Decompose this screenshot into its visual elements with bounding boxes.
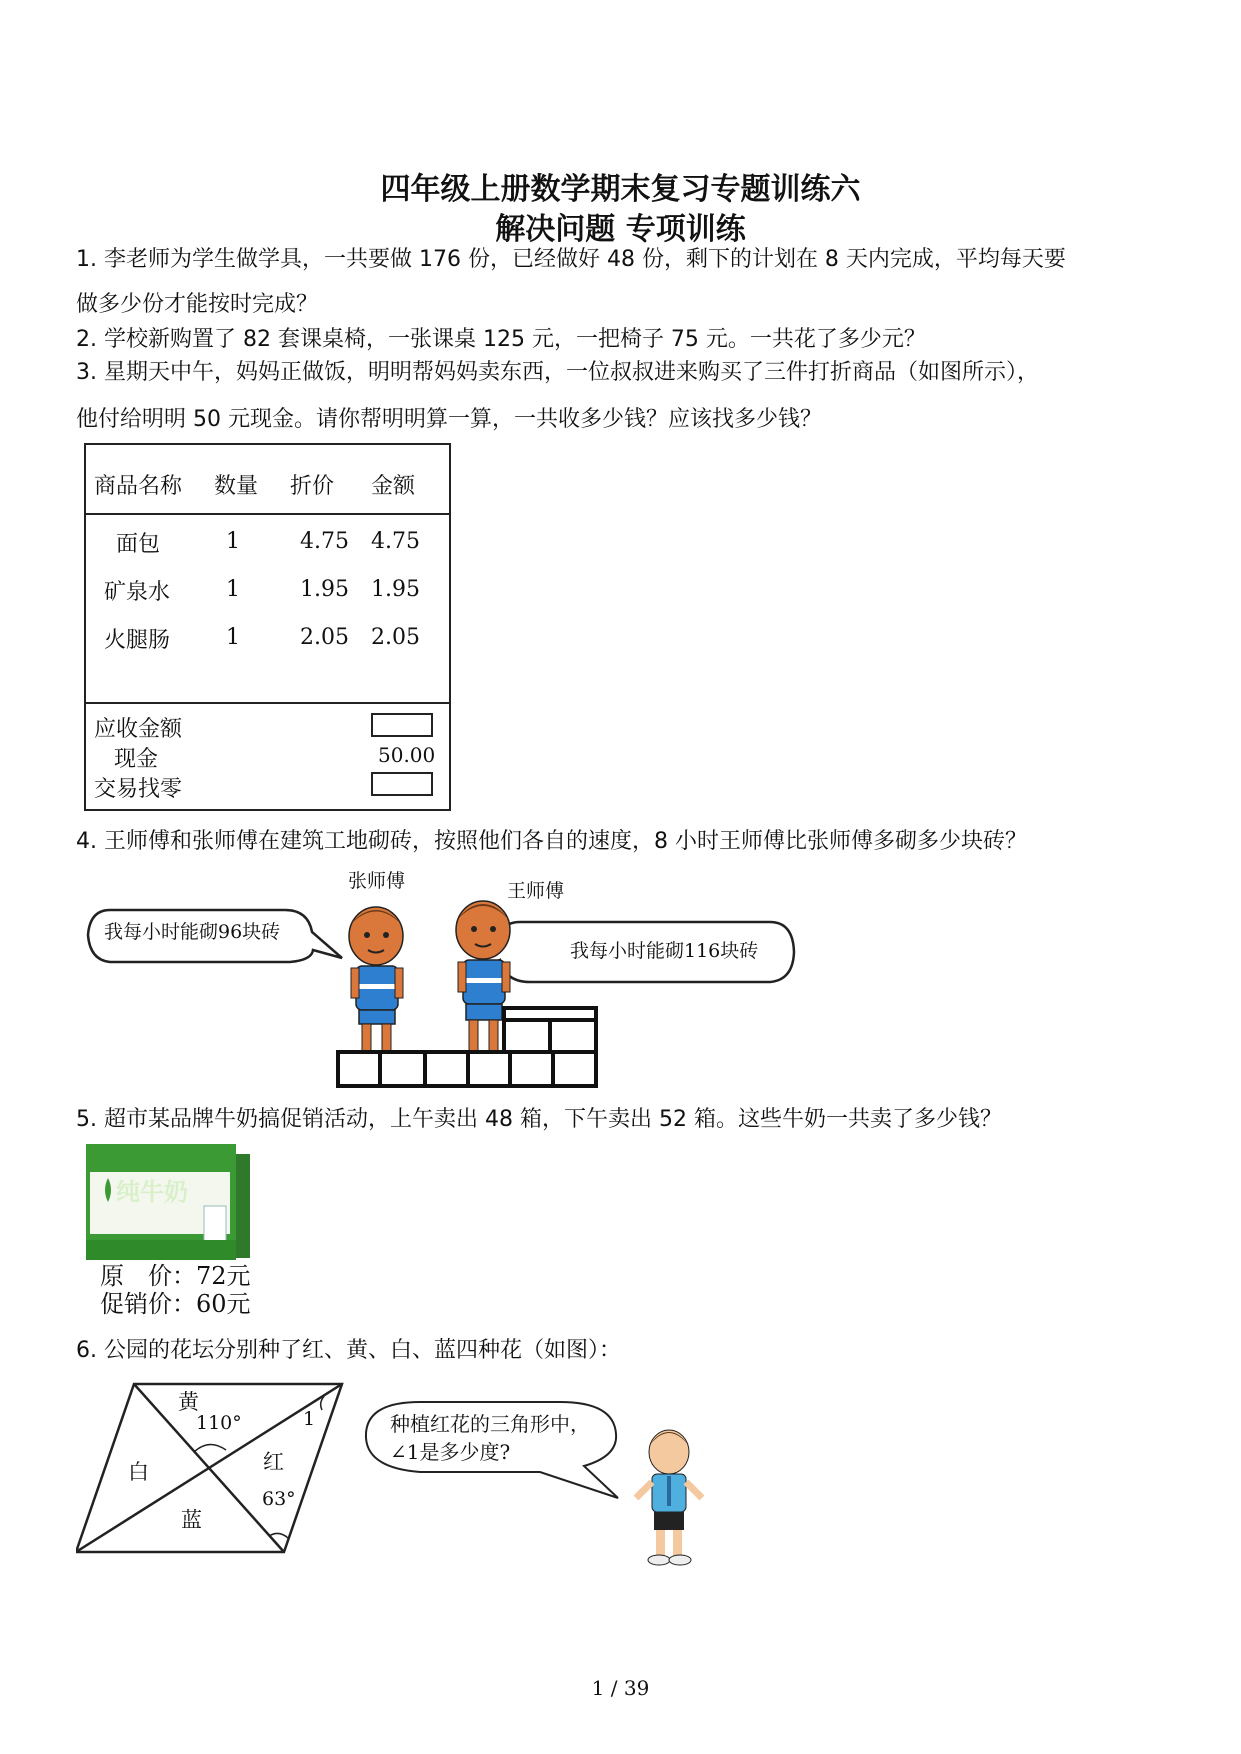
bubble-wang-text: 我每小时能砌116块砖 bbox=[570, 940, 759, 962]
label-wang: 王师傅 bbox=[507, 880, 565, 902]
milk-original-price: 原 价：72元 bbox=[100, 1262, 251, 1290]
question-6: 6. 公园的花坛分别种了红、黄、白、蓝四种花（如图）： bbox=[76, 1338, 621, 1363]
receipt-cash-value: 50.00 bbox=[378, 743, 436, 767]
angle-1: 1 bbox=[303, 1408, 316, 1430]
receipt-header-price: 折价 bbox=[290, 474, 335, 499]
angle-63: 63° bbox=[262, 1488, 296, 1510]
receipt-row-3-price: 2.05 bbox=[300, 625, 349, 650]
angle-110: 110° bbox=[196, 1412, 242, 1434]
worker-zhang-figure bbox=[349, 907, 403, 1052]
label-blue: 蓝 bbox=[181, 1508, 202, 1532]
bubble-boy-line-1: 种植红花的三角形中， bbox=[390, 1412, 590, 1436]
question-5: 5. 超市某品牌牛奶搞促销活动，上午卖出 48 箱，下午卖出 52 箱。这些牛奶一共卖了多少钱？ bbox=[76, 1107, 1002, 1132]
question-2: 2. 学校新购置了 82 套课桌椅，一张课桌 125 元，一把椅子 75 元。一共花了多少元？ bbox=[76, 327, 926, 352]
label-white: 白 bbox=[128, 1460, 149, 1484]
label-zhang: 张师傅 bbox=[348, 870, 406, 892]
question-3-line-2: 他付给明明 50 元现金。请你帮明明算一算，一共收多少钱？应该找多少钱？ bbox=[76, 407, 822, 432]
receipt-row-1-amount: 4.75 bbox=[371, 529, 420, 554]
receipt-change-label: 交易找零 bbox=[94, 777, 183, 802]
receipt-header-qty: 数量 bbox=[214, 474, 259, 499]
receipt-header-amount: 金额 bbox=[371, 474, 416, 499]
milk-promo-price: 促销价：60元 bbox=[100, 1290, 251, 1318]
receipt-table bbox=[84, 443, 451, 811]
receipt-due-label: 应收金额 bbox=[94, 717, 183, 742]
receipt-row-3-amount: 2.05 bbox=[371, 625, 420, 650]
receipt-row-3-qty: 1 bbox=[226, 625, 240, 650]
receipt-row-2-name: 矿泉水 bbox=[104, 580, 171, 605]
receipt-divider-bottom bbox=[86, 702, 449, 704]
receipt-change-box bbox=[371, 772, 433, 796]
page-subtitle: 解决问题 专项训练 bbox=[495, 212, 746, 247]
question-3-line-1: 3. 星期天中午，妈妈正做饭，明明帮妈妈卖东西，一位叔叔进来购买了三件打折商品（如图所示）， bbox=[76, 360, 1039, 385]
bubble-boy-line-2: ∠1是多少度? bbox=[390, 1440, 511, 1464]
receipt-header-name: 商品名称 bbox=[94, 474, 183, 499]
flower-bed-diagram bbox=[76, 1380, 346, 1558]
brick-illustration bbox=[80, 880, 810, 1090]
receipt-row-2-price: 1.95 bbox=[300, 577, 349, 602]
receipt-divider-top bbox=[86, 513, 449, 515]
label-yellow: 黄 bbox=[178, 1390, 199, 1414]
bubble-zhang-text: 我每小时能砌96块砖 bbox=[104, 921, 281, 943]
question-1-line-2: 做多少份才能按时完成？ bbox=[76, 292, 319, 317]
receipt-row-1-price: 4.75 bbox=[300, 529, 349, 554]
receipt-row-2-qty: 1 bbox=[226, 577, 240, 602]
receipt-cash-label: 现金 bbox=[114, 747, 159, 772]
receipt-row-1-name: 面包 bbox=[116, 532, 161, 557]
question-1-line-1: 1. 李老师为学生做学具，一共要做 176 份，已经做好 48 份，剩下的计划在 8 天内完成，平均每天要 bbox=[76, 247, 1066, 272]
receipt-due-box bbox=[371, 713, 433, 737]
milk-box-text: 纯牛奶 bbox=[116, 1178, 188, 1206]
question-4: 4. 王师傅和张师傅在建筑工地砌砖，按照他们各自的速度，8 小时王师傅比张师傅多砌多少块砖？ bbox=[76, 829, 1027, 854]
page-number: 1 / 39 bbox=[591, 1676, 650, 1700]
receipt-row-2-amount: 1.95 bbox=[371, 577, 420, 602]
page-title: 四年级上册数学期末复习专题训练六 bbox=[380, 172, 861, 207]
boy-figure bbox=[636, 1430, 702, 1565]
label-red: 红 bbox=[263, 1450, 284, 1474]
receipt-row-3-name: 火腿肠 bbox=[104, 628, 171, 653]
receipt-row-1-qty: 1 bbox=[226, 529, 240, 554]
worker-wang-figure bbox=[456, 901, 510, 1052]
